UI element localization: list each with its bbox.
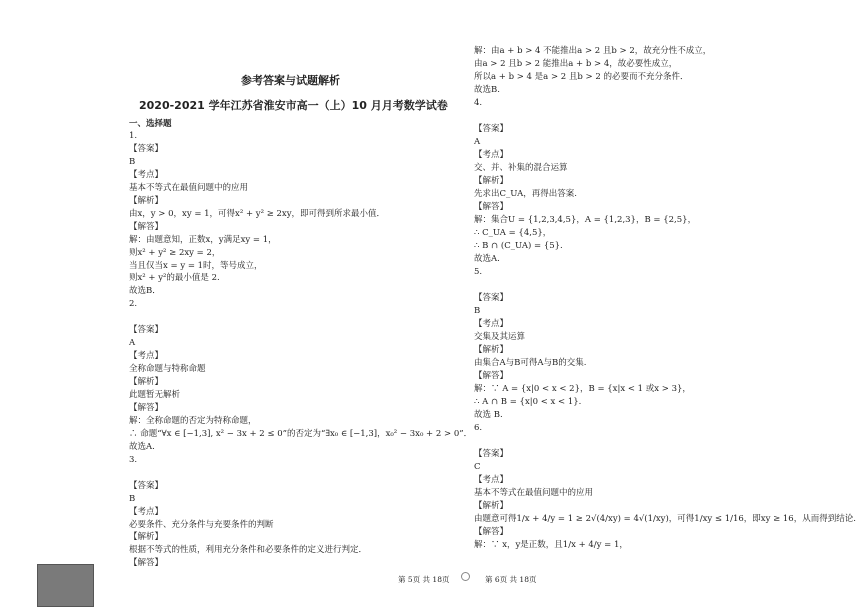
text-line: 解：由题意知，正数x，y满足xy = 1，	[129, 234, 277, 245]
text-line: 4.	[474, 98, 483, 108]
text-line: B	[474, 306, 481, 316]
answer-title: 参考答案与试题解析	[241, 74, 340, 87]
text-line: 2.	[129, 299, 138, 310]
text-line: 故选B.	[474, 85, 500, 95]
text-line: 由x，y > 0，xy = 1，可得x² + y² ≥ 2xy，即可得到所求最小值．	[129, 208, 386, 219]
text-line: 解：全称命题的否定为特称命题，	[129, 415, 257, 426]
text-line: 故选A.	[474, 254, 500, 264]
footer-right-page: 第 6页 共 18页	[485, 575, 537, 584]
text-line: 解：集合U = {1,2,3,4,5}，A = {1,2,3}，B = {2,5}，	[474, 215, 697, 225]
text-line: 故选A.	[129, 441, 155, 452]
text-line: 【解析】	[474, 501, 509, 511]
text-line: ∴ A ∩ B = {x|0 < x < 1}.	[474, 397, 582, 407]
text-line: 【解析】	[129, 195, 164, 206]
text-line: 此题暂无解析	[129, 390, 181, 400]
text-line: 解：由a + b > 4 不能推出a > 2 且b > 2，故充分性不成立，	[474, 46, 712, 56]
text-line: 交集及其运算	[474, 332, 526, 342]
text-line: 解：∵ A = {x|0 < x < 2}，B = {x|x < 1 或x > 3}，	[474, 384, 691, 394]
text-line: 由a > 2 且b > 2 能推出a + b > 4，故必要性成立，	[474, 59, 678, 69]
text-line: 【考点】	[129, 169, 164, 180]
text-line: 【解析】	[129, 532, 164, 543]
text-line: 交、并、补集的混合运算	[474, 163, 568, 173]
text-line: 【解析】	[129, 377, 164, 388]
text-line: 【解答】	[129, 558, 164, 569]
text-line: 【解答】	[474, 202, 509, 212]
text-line: ∴ B ∩ (C_UA) = {5}.	[474, 241, 563, 251]
text-line: 【考点】	[474, 475, 509, 485]
text-line: A	[474, 137, 481, 147]
text-line: 则x² + y² ≥ 2xy = 2，	[129, 247, 221, 258]
text-line: 【解答】	[474, 527, 509, 537]
text-line: 1.	[129, 131, 138, 141]
text-line: B	[129, 156, 136, 167]
text-line: 先求出C_UA，再得出答案.	[474, 189, 577, 199]
text-line: A	[129, 338, 136, 349]
text-line: 6.	[474, 423, 483, 433]
text-line: 【考点】	[474, 150, 509, 160]
text-line: 解：∵ x，y是正数，且1/x + 4/y = 1，	[474, 540, 628, 550]
text-line: 全称命题与特称命题	[129, 364, 206, 375]
text-line: 则x² + y²的最小值是 2.	[129, 273, 220, 284]
footer-left-page: 第 5页 共 18页	[398, 575, 450, 584]
text-line: 必要条件、充分条件与充要条件的判断	[129, 519, 274, 530]
text-line: 【考点】	[129, 351, 164, 362]
text-line: 【考点】	[474, 319, 509, 329]
text-line: 【答案】	[474, 124, 509, 134]
text-line: 【解析】	[474, 345, 509, 355]
text-line: 所以a + b > 4 是a > 2 且b > 2 的必要而不充分条件．	[474, 72, 689, 82]
text-line: 5.	[474, 267, 483, 277]
text-line: 由题意可得1/x + 4/y = 1 ≥ 2√(4/xy) = 4√(1/xy)，可得1/xy ≤ 1/16，即xy ≥ 16，从而得到结论.	[474, 514, 856, 524]
text-line: 【解答】	[474, 371, 509, 381]
text-line: 根据不等式的性质，利用充分条件和必要条件的定义进行判定．	[129, 545, 368, 556]
text-line: 【答案】	[129, 143, 164, 154]
text-line: 【考点】	[129, 506, 164, 517]
text-line: 基本不等式在最值问题中的应用	[474, 488, 594, 498]
text-line: B	[129, 493, 136, 504]
gear-icon	[461, 572, 470, 581]
text-line: 【解答】	[129, 221, 164, 232]
section-heading: 一、选择题	[129, 119, 172, 129]
thumbnail-placeholder	[37, 564, 94, 607]
text-line: 【答案】	[129, 480, 164, 491]
text-line: 3.	[129, 454, 138, 465]
text-line: 【答案】	[129, 325, 164, 336]
text-line: 故选B．	[129, 286, 161, 297]
text-line: C	[474, 462, 481, 472]
text-line: 基本不等式在最值问题中的应用	[129, 182, 249, 193]
text-line: ∴ 命题“∀x ∈ [−1,3], x² − 3x + 2 ≤ 0”的否定为“∃x₀ ∈ [−1,3]，x₀² − 3x₀ + 2 > 0”．	[129, 428, 473, 439]
text-line: 由集合A与B可得A与B的交集.	[474, 358, 587, 368]
text-line: 【答案】	[474, 293, 509, 303]
text-line: 故选 B.	[474, 410, 503, 420]
exam-title: 2020-2021 学年江苏省淮安市高一（上）10 月月考数学试卷	[139, 99, 448, 112]
text-line: ∴ C_UA = {4,5}，	[474, 228, 552, 238]
text-line: 【解析】	[474, 176, 509, 186]
text-line: 【答案】	[474, 449, 509, 459]
text-line: 当且仅当x = y = 1时，等号成立，	[129, 260, 263, 271]
text-line: 【解答】	[129, 402, 164, 413]
